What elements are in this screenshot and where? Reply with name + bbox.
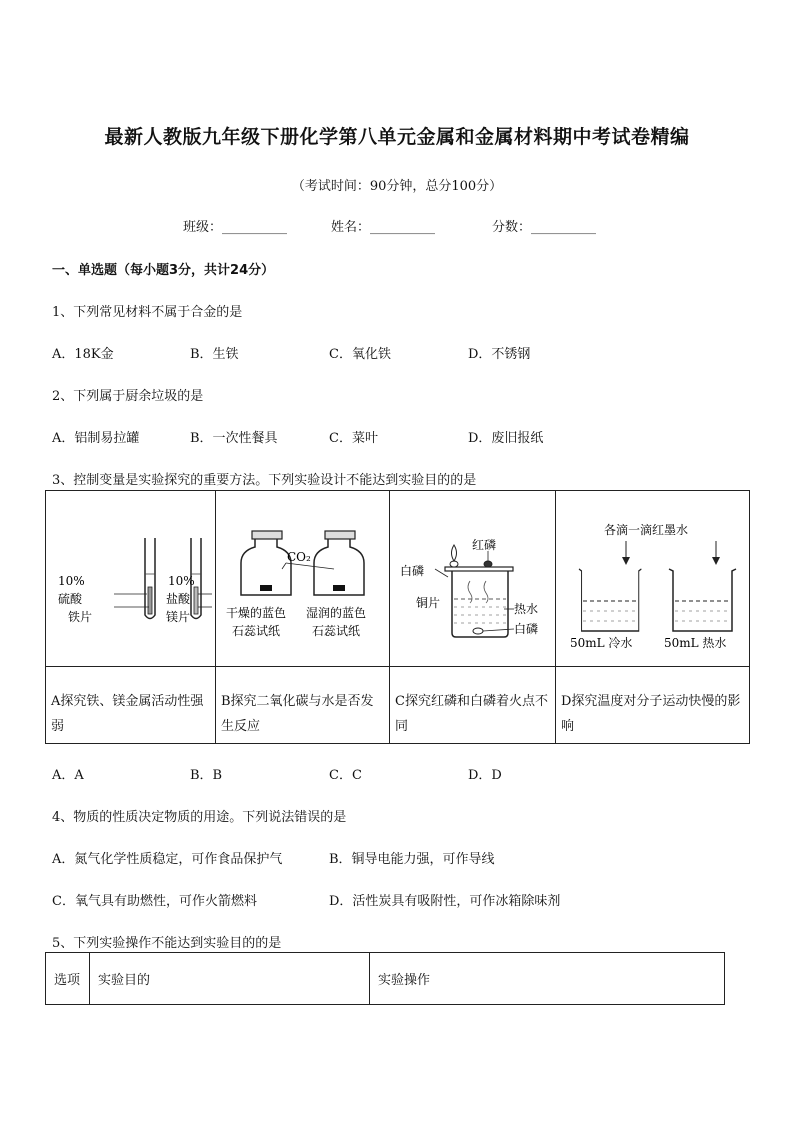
operations-table	[45, 952, 725, 1005]
q3-option-a[interactable]: A．A	[52, 768, 84, 783]
label-white-phosphorus-bottom: 白磷	[514, 622, 539, 636]
cold-water-beaker	[579, 569, 641, 631]
description-a: A探究铁、镁金属活动性强弱	[46, 667, 216, 744]
q4-option-d[interactable]: D．活性炭具有吸附性，可作冰箱除味剂	[329, 894, 561, 909]
description-d: D探究温度对分子运动快慢的影响	[556, 667, 750, 744]
question-2-stem: 2、下列属于厨余垃圾的是	[52, 389, 204, 404]
right-stopper	[325, 531, 355, 539]
label-wet-litmus-2: 石蕊试纸	[312, 624, 361, 638]
left-litmus-paper	[260, 585, 272, 591]
red-phosphorus	[484, 561, 492, 567]
magnesium-strip	[194, 587, 198, 614]
label-right-metal: 镁片	[166, 610, 191, 624]
figure-b-bottles	[216, 491, 389, 662]
question-4-stem: 4、物质的性质决定物质的用途。下列说法错误的是	[52, 810, 347, 825]
q1-option-a[interactable]: A．18K金	[52, 347, 114, 362]
label-cold-water: 50mL 冷水	[570, 636, 633, 650]
section-heading: 一、单选题（每小题3分，共计24分）	[52, 263, 275, 278]
label-red-phosphorus: 红磷	[472, 538, 497, 552]
beaker	[452, 571, 508, 637]
q2-option-d[interactable]: D．废旧报纸	[468, 431, 544, 446]
figure-c-combustion	[390, 491, 555, 662]
header-operation: 实验操作	[370, 953, 725, 1005]
label-co2: CO₂	[287, 550, 311, 564]
hot-water-beaker	[669, 569, 736, 631]
label-left-acid: 硫酸	[58, 592, 83, 606]
q1-option-b[interactable]: B．生铁	[190, 347, 239, 362]
header-option: 选项	[46, 953, 90, 1005]
figure-b-cell	[216, 491, 390, 667]
right-litmus-paper	[333, 585, 345, 591]
q2-option-b[interactable]: B．一次性餐具	[190, 431, 278, 446]
q4-option-a[interactable]: A．氮气化学性质稳定，可作食品保护气	[52, 852, 283, 867]
class-field[interactable]: 班级：__________	[183, 220, 288, 235]
description-b: B探究二氧化碳与水是否发生反应	[216, 667, 390, 744]
left-stopper	[252, 531, 282, 539]
copper-plate	[445, 567, 513, 571]
experiment-table	[45, 490, 750, 744]
q4-option-b[interactable]: B．铜导电能力强，可作导线	[329, 852, 495, 867]
arrow-down-icon	[712, 557, 720, 565]
figure-d-cell	[556, 491, 750, 667]
flame-icon	[452, 545, 457, 561]
q4-option-c[interactable]: C．氧气具有助燃性，可作火箭燃料	[52, 894, 257, 909]
label-right-acid: 盐酸	[166, 592, 191, 606]
iron-strip	[148, 587, 152, 614]
label-hot-water: 热水	[514, 602, 539, 616]
label-wet-litmus-1: 湿润的蓝色	[306, 606, 367, 620]
q2-option-a[interactable]: A．铝制易拉罐	[52, 431, 140, 446]
label-left-metal: 铁片	[68, 610, 93, 624]
q3-option-c[interactable]: C．C	[329, 768, 362, 783]
description-c: C探究红磷和白磷着火点不同	[390, 667, 556, 744]
exam-info: （考试时间：90分钟，总分100分）	[291, 179, 503, 194]
figure-d-beakers	[556, 491, 749, 662]
figure-a-cell	[46, 491, 216, 667]
q2-option-c[interactable]: C．菜叶	[329, 431, 378, 446]
question-5-stem: 5、下列实验操作不能达到实验目的的是	[52, 936, 282, 951]
name-field[interactable]: 姓名：__________	[331, 220, 436, 235]
q1-option-d[interactable]: D．不锈钢	[468, 347, 531, 362]
page-title: 最新人教版九年级下册化学第八单元金属和金属材料期中考试卷精编	[104, 126, 690, 148]
figure-a-test-tubes	[46, 491, 215, 662]
label-left-conc: 10%	[58, 574, 85, 588]
label-white-phosphorus-top: 白磷	[400, 564, 425, 578]
figure-c-cell	[390, 491, 556, 667]
question-3-stem: 3、控制变量是实验探究的重要方法。下列实验设计不能达到实验目的的是	[52, 473, 477, 488]
arrow-down-icon	[622, 557, 630, 565]
label-copper: 铜片	[416, 596, 441, 610]
label-dry-litmus-2: 石蕊试纸	[232, 624, 281, 638]
q3-option-d[interactable]: D．D	[468, 768, 502, 783]
label-dry-litmus-1: 干燥的蓝色	[226, 606, 287, 620]
underwater-phosphorus	[473, 628, 483, 634]
score-field[interactable]: 分数：__________	[492, 220, 597, 235]
q1-option-c[interactable]: C．氧化铁	[329, 347, 391, 362]
label-right-conc: 10%	[168, 574, 195, 588]
header-purpose: 实验目的	[90, 953, 370, 1005]
question-1-stem: 1、下列常见材料不属于合金的是	[52, 305, 243, 320]
label-hot-water-50ml: 50mL 热水	[664, 636, 727, 650]
q3-option-b[interactable]: B．B	[190, 768, 223, 783]
label-red-ink: 各滴一滴红墨水	[604, 523, 689, 537]
